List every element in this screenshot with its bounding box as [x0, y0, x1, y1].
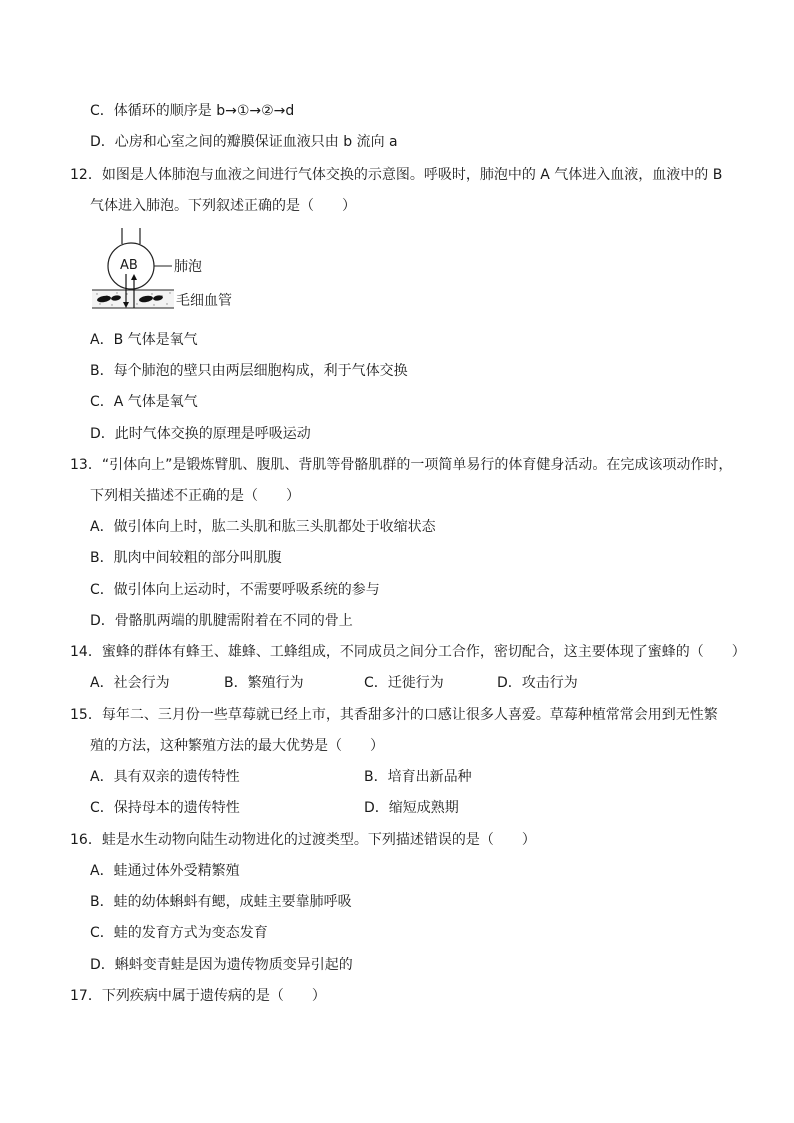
capillary-label: 毛细血管	[176, 293, 232, 309]
q12-option-c: C．A 气体是氧气	[90, 394, 198, 410]
q12-stem-line2: 气体进入肺泡。下列叙述正确的是（ ）	[90, 198, 356, 214]
alveolus-label: 肺泡	[174, 259, 202, 275]
q13-option-c: C．做引体向上运动时，不需要呼吸系统的参与	[90, 582, 380, 598]
alveolus-capillary-figure	[92, 228, 272, 320]
q16-option-d: D．蝌蚪变青蛙是因为遗传物质变异引起的	[90, 957, 353, 973]
q13-option-a: A．做引体向上时，肱二头肌和肱三头肌都处于收缩状态	[90, 519, 436, 535]
q14-option-c: C．迁徙行为	[364, 675, 444, 691]
q14-option-a: A．社会行为	[90, 675, 170, 691]
q16-option-a: A．蛙通过体外受精繁殖	[90, 863, 240, 879]
alveolus-gas-label: AB	[120, 258, 138, 273]
q15-option-d: D．缩短成熟期	[364, 800, 459, 816]
q15-stem-line2: 殖的方法，这种繁殖方法的最大优势是（ ）	[90, 738, 384, 754]
q15-option-a: A．具有双亲的遗传特性	[90, 769, 240, 785]
q12-stem-line1: 12．如图是人体肺泡与血液之间进行气体交换的示意图。呼吸时，肺泡中的 A 气体进入血液，血液中的 B	[70, 167, 723, 183]
q16-option-c: C．蛙的发育方式为变态发育	[90, 925, 268, 941]
q12-option-a: A．B 气体是氧气	[90, 332, 198, 348]
q13-option-d: D．骨骼肌两端的肌腱需附着在不同的骨上	[90, 613, 353, 629]
q15-stem-line1: 15．每年二、三月份一些草莓就已经上市，其香甜多汁的口感让很多人喜爱。草莓种植常常会用到无性繁	[70, 707, 718, 723]
q14-option-d: D．攻击行为	[497, 675, 578, 691]
q13-stem-line2: 下列相关描述不正确的是（ ）	[90, 488, 300, 504]
q13-stem-line1: 13．“引体向上”是锻炼臂肌、腹肌、背肌等骨骼肌群的一项简单易行的体育健身活动。在完成该项动作时，	[70, 457, 733, 473]
q16-option-b: B．蛙的幼体蝌蚪有鳃，成蛙主要靠肺呼吸	[90, 894, 352, 910]
q16-stem-line1: 16．蛙是水生动物向陆生动物进化的过渡类型。下列描述错误的是（ ）	[70, 832, 536, 848]
q13-option-b: B．肌肉中间较粗的部分叫肌腹	[90, 550, 282, 566]
q12-option-b: B．每个肺泡的壁只由两层细胞构成，利于气体交换	[90, 363, 408, 379]
q11-option-c: C．体循环的顺序是 b→①→②→d	[90, 103, 295, 119]
q12-option-d: D．此时气体交换的原理是呼吸运动	[90, 426, 311, 442]
q17-stem-line1: 17．下列疾病中属于遗传病的是（ ）	[70, 988, 326, 1004]
q15-option-b: B．培育出新品种	[364, 769, 472, 785]
q15-option-c: C．保持母本的遗传特性	[90, 800, 240, 816]
q11-option-d: D．心房和心室之间的瓣膜保证血液只由 b 流向 a	[90, 134, 398, 150]
q14-stem-line1: 14．蜜蜂的群体有蜂王、雄蜂、工蜂组成，不同成员之间分工合作，密切配合，这主要体现了蜜蜂的（ ）	[70, 644, 746, 660]
q14-option-b: B．繁殖行为	[224, 675, 304, 691]
